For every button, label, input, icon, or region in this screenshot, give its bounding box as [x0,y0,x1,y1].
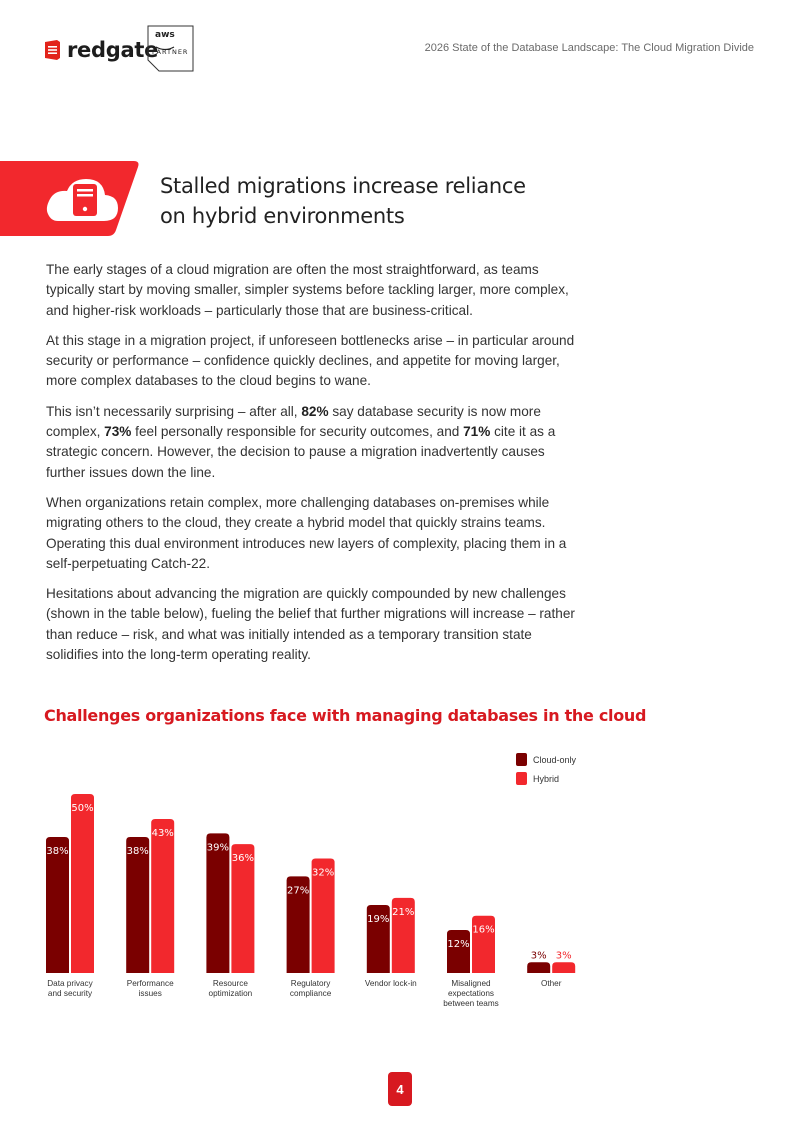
data-label-hybrid-5: 16% [472,924,495,936]
data-label-hybrid-1: 43% [151,828,174,840]
page-header [0,0,800,90]
aws-text: aws [155,30,175,40]
body-text [46,260,586,675]
category-label-0: Data privacy and security [47,979,93,998]
legend-label-cloud-only: Cloud-only [533,755,577,765]
page-number: 4 [388,1072,412,1106]
category-label-4: Vendor lock-in [364,979,417,988]
data-label-hybrid-6: 3% [555,950,572,962]
category-label-6: Other [540,979,562,988]
data-label-hybrid-2: 36% [231,853,255,865]
data-label-cloud-only-3: 27% [286,885,310,897]
chart-title: Challenges organizations face with managing databases in the cloud [44,706,647,725]
data-label-cloud-only-5: 12% [447,939,470,951]
bar-cloud-only-0 [46,837,69,973]
section-title-line1: Stalled migrations increase reliance [160,174,526,198]
bar-hybrid-1 [151,819,174,973]
paragraph-4: When organizations retain complex, more challenging databases on-premises while migrating others to the cloud, they create a hybrid model that quickly strains teams. Operating this dual environment introduces new layers of complexity, placing them in a self-perpetuating Catch-22. [46,494,567,571]
bar-hybrid-6 [552,962,575,973]
data-label-cloud-only-1: 38% [126,845,149,857]
data-label-cloud-only-0: 38% [46,845,69,857]
bar-chart [0,740,800,1030]
data-label-hybrid-4: 21% [392,906,415,918]
paragraph-2: At this stage in a migration project, if unforeseen bottlenecks arise – in particular around security or performance – confidence quickly declines, and appetite for moving larger, more complex databases to the cloud begins to wane. [46,332,575,389]
data-label-cloud-only-4: 19% [367,913,390,925]
redgate-logo [44,38,158,62]
paragraph-3 [46,402,586,483]
stat-82: 82% [301,403,329,419]
bar-cloud-only-2 [206,833,229,973]
category-label-1: Performance issues [126,979,174,998]
partner-text: PARTNER [152,48,189,56]
legend-label-hybrid: Hybrid [533,774,560,784]
bar-cloud-only-1 [126,837,149,973]
stat-73: 73% [104,424,132,440]
section-title-line2: on hybrid environments [160,204,405,228]
redgate-logo-icon [44,39,61,61]
section-banner [0,161,140,236]
p3-text-g: cite it as a strategic concern. However, the decision to pause a migration inadvertently causes further issues down the line. [46,424,556,480]
p3-text-a: This isn’t necessarily surprising – after all, [46,403,302,419]
logo-text: redgate [67,38,159,62]
bar-hybrid-0 [71,794,94,973]
category-label-3: Regulatory compliance [289,979,332,998]
stat-71: 71% [463,424,491,440]
paragraph-5: Hesitations about advancing the migration are quickly compounded by new challenges (shown in the table below), fueling the belief that further migrations will increase – rather than reduce – risk, and what was initially intended as a temporary transition state solidifies into the long-term operating reality. [46,586,575,663]
data-label-hybrid-0: 50% [71,803,94,814]
bar-cloud-only-5 [447,930,470,973]
data-label-cloud-only-2: 39% [206,842,230,854]
paragraph-1: The early stages of a cloud migration are often the most straightforward, as teams typically start by moving smaller, simpler systems before tackling larger, more complex, and higher-risk workloads – particularly those that are business-critical. [46,262,569,318]
document-title: 2026 State of the Database Landscape: The Cloud Migration Divide [424,42,754,54]
legend-swatch-hybrid [516,772,527,785]
category-label-2: Resource optimization [208,979,253,998]
data-label-hybrid-3: 32% [311,867,335,879]
bar-cloud-only-6 [527,962,550,973]
section-title [160,171,580,231]
p3-text-c: say database security is now more complex, [46,403,541,440]
p3-text-e: feel personally responsible for security outcomes, and [131,424,464,440]
legend-swatch-cloud-only [516,753,527,766]
category-label-5: Misaligned expectations between teams [443,979,499,1008]
data-label-cloud-only-6: 3% [530,950,547,962]
